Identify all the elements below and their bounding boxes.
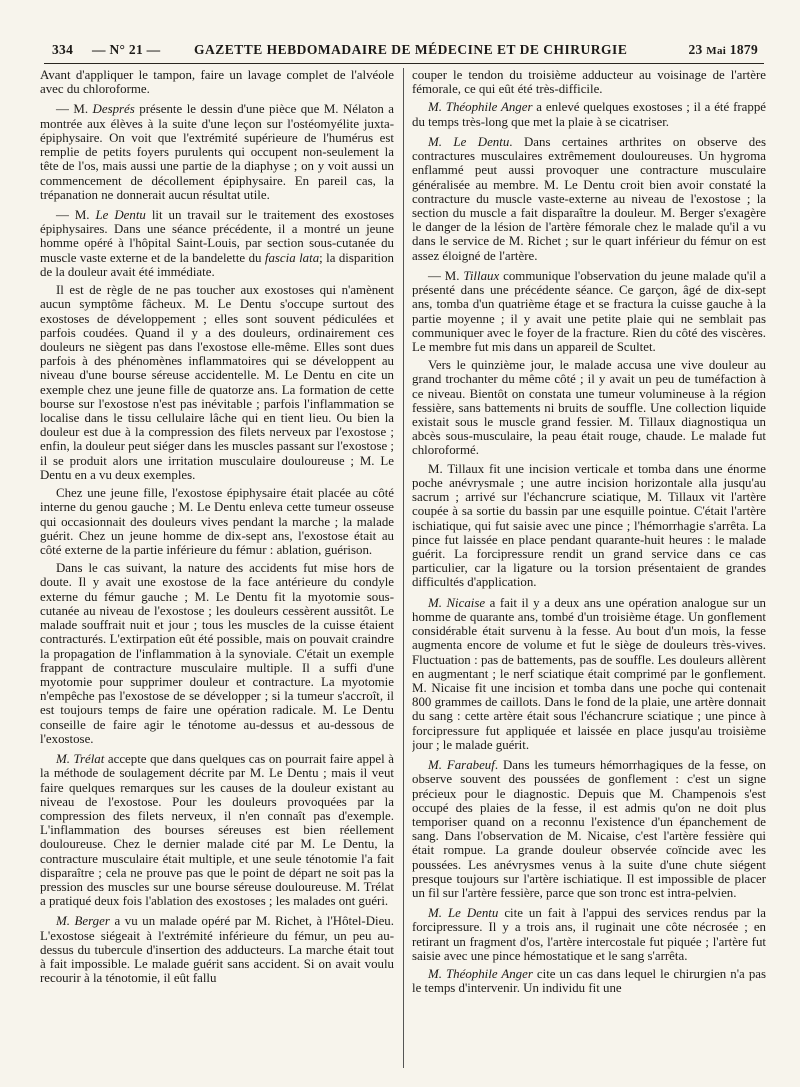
paragraph: Il est de règle de ne pas toucher aux exostoses qui n'amènent aucun symptôme fâcheux. M. Le Dentu s'occupe surtout des exostoses de développement ; elles sont souvent pédiculées et parfois coudées. Quand il y a des douleurs, ordinairement ces douleurs ne siègent pas dans l'exostose elle-même. Elles sont dues parfois à des phénomènes inflammatoires qui se développent au niveau d'une bourse séreuse accidentelle. M. Le Dentu en cite un exemple chez une jeune fille de quatorze ans. La formation de cette bourse sur l'exostose n'est pas inévitable ; parfois l'inflammation se localise dans le tissu cellulaire lâche qui en tient lieu. Ou bien la douleur est due à la compression des filets nerveux par l'exostose ; enfin, la douleur peut siéger dans les muscles passant sur l'exostose ; il se produit alors une irritation musculaire douloureuse ; M. Le Dentu en a vu deux exemples. bbox=[40, 283, 394, 482]
paragraph: M. Tillaux fit une incision verticale et tomba dans une énorme poche anévrysmale ; une autre incision horizontale alla jusqu'au sacrum ; arrivé sur l'échancrure sciatique, M. Tillaux vit l'artère coupée à sa sortie du bassin par une esquille pointue. C'était l'artère ischiatique, qui fut saisie avec une pince ; l'hémorrhagie s'arrêta. La pince fut laissée en place pendant quarante-huit heures : le malade guérit. La forcipressure rendit un grand service dans ce cas particulier, car la ligature ou la torsion présentaient de grandes difficultés d'application. bbox=[412, 461, 766, 590]
paragraph: — M. Després présente le dessin d'une pièce que M. Nélaton a montrée aux élèves à la suite d'une leçon sur l'ostéomyélite juxta-épiphysaire. On voit que l'extrémité supérieure de l'humérus est remplie de petits foyers purulents qui occupent non-seulement la tête de l'os, mais aussi une partie de la diaphyse ; on y voit aussi un commencement de décollement épiphysaire. En pareil cas, la trépanation ne donnerait aucun résultat utile. bbox=[40, 102, 394, 202]
paragraph: M. Trélat accepte que dans quelques cas on pourrait faire appel à la méthode de soulagement décrite par M. Le Dentu ; mais il veut faire quelques remarques sur les causes de la douleur existant au niveau de l'exostose. Pour les douleurs provoquées par la compression des filets nerveux, il n'en connaît pas d'exemple. L'inflammation des bourses séreuses est bien réellement douloureuse. Chez le dernier malade cité par M. Le Dentu, la contracture musculaire était multiple, et une seule ténotomie l'a fait disparaître ; cela ne prouve pas que le point de départ ne soit pas la pression des muscles sur une bourse séreuse douloureuse. M. Trélat a pratiqué deux fois l'ablation des exostoses ; les malades ont guéri. bbox=[40, 752, 394, 909]
paragraph: M. Nicaise a fait il y a deux ans une opération analogue sur un homme de quarante ans, tombé d'un troisième étage. Un gonflement considérable était survenu à la fesse. Au bout d'un mois, la fesse augmenta encore de volume et fut le siège de douleurs très-vives. Fluctuation : pas de battements, pas de souffle. Les douleurs allèrent en augmentant ; le nerf sciatique était comprimé par le gonflement. M. Nicaise fit une incision et tomba dans une poche qui contenait 800 grammes de caillots. Dans le fond de la plaie, une artère donnait du sang : cette artère était sous l'échancrure sciatique ; une pince à forcipressure fut appliquée et laissée en place jusqu'au troisième jour ; le malade guérit. bbox=[412, 595, 766, 752]
column-divider bbox=[403, 68, 404, 1068]
paragraph: M. Théophile Anger cite un cas dans lequel le chirurgien n'a pas le temps d'intervenir. Un individu fit une bbox=[412, 967, 766, 996]
paragraph: — M. Tillaux communique l'observation du jeune malade qu'il a présenté dans une précédente séance. Ce garçon, âgé de dix-sept ans, tomba d'un quatrième étage et se fractura la cuisse gauche à la partie moyenne ; il y avait une petite plaie qui ne semblait pas communiquer avec le foyer de la fracture. Rien du côté des viscères. Le membre fut mis dans un appareil de Scultet. bbox=[412, 268, 766, 354]
page-header bbox=[52, 40, 758, 60]
paragraph: Dans le cas suivant, la nature des accidents fut mise hors de doute. Il y avait une exostose de la face antérieure du condyle externe du fémur gauche ; M. Le Dentu fit la myotomie sous-cutanée au niveau de l'exostose ; les douleurs cessèrent aussitôt. Le malade souffrait nuit et jour ; tous les muscles de la cuisse étaient contracturés. L'extirpation eût été possible, mais on pouvait craindre la propagation de l'inflammation à la synoviale. C'était un exemple frappant de contracture musculaire multiple. Il a suffi d'une myotomie pour supprimer douleur et contracture. La myotomie n'empêche pas l'exostose de se développer ; si la tumeur s'accroît, il est toujours temps de faire une opération radicale. M. Le Dentu conseille de faire agir le ténotome au-dessus et au-dessous de l'exostose. bbox=[40, 561, 394, 746]
paragraph: Avant d'appliquer le tampon, faire un lavage complet de l'alvéole avec du chloroforme. bbox=[40, 68, 394, 97]
paragraph: M. Berger a vu un malade opéré par M. Richet, à l'Hôtel-Dieu. L'exostose siégeait à l'extrémité inférieure du fémur, un peu au-dessus du tubercule d'insertion des adducteurs. La marche était tout à fait impossible. Le malade guérit sans accident. Si on avait voulu recourir à la ténotomie, il eût fallu bbox=[40, 914, 394, 986]
paragraph: — M. Le Dentu lit un travail sur le traitement des exostoses épiphysaires. Dans une séance précédente, il a montré un jeune homme opéré à l'hôpital Saint-Louis, par section sous-cutanée du muscle vaste externe et de la bandelette du fascia lata; la disparition de la douleur avait été immédiate. bbox=[40, 207, 394, 279]
header-rule bbox=[44, 63, 764, 64]
paragraph: M. Le Dentu. Dans certaines arthrites on observe des contractures musculaires extrêmement douloureuses. Un hygroma enflammé peut aussi provoquer une contracture musculaire généralisée au membre. M. Le Dentu croit bien avoir constaté la contracture du muscle vaste-externe au niveau de l'exostose ; la section du muscle a fait disparaître la douleur. M. Berger s'exagère le danger de la lésion de l'artère fémorale chez le malade qu'il a vu dans le service de M. Richet ; sur le quart inférieur du fémur on est assez éloigné de l'artère. bbox=[412, 134, 766, 263]
paragraph: Chez une jeune fille, l'exostose épiphysaire était placée au côté interne du genou gauche ; M. Le Dentu enleva cette tumeur osseuse qui occasionnait des douleurs vives pendant la marche ; la malade guérit. Chez un jeune homme de dix-sept ans, l'exostose était au côté externe de la partie inférieure du fémur : ablation, guérison. bbox=[40, 486, 394, 557]
right-column bbox=[412, 68, 766, 1068]
journal-title: GAZETTE HEBDOMADAIRE DE MÉDECINE ET DE CHIRURGIE bbox=[194, 42, 628, 57]
paragraph: M. Théophile Anger a enlevé quelques exostoses ; il a été frappé du temps très-long que met la plaie à se cicatriser. bbox=[412, 100, 766, 129]
left-column bbox=[40, 68, 394, 1068]
paragraph: couper le tendon du troisième adducteur au voisinage de l'artère fémorale, ce qui eût été très-difficile. bbox=[412, 68, 766, 97]
date-month: Mai bbox=[706, 45, 727, 57]
date-day: 23 bbox=[688, 42, 703, 57]
issue-date bbox=[688, 42, 758, 58]
paragraph: M. Farabeuf. Dans les tumeurs hémorrhagiques de la fesse, on observe souvent des poussées de gonflement : c'est un signe précieux pour le diagnostic. Depuis que M. Champenois s'est occupé des plaies de la fesse, il est admis qu'on ne doit plus temporiser quand on a reconnu l'existence d'un épanchement de sang. Dans l'observation de M. Nicaise, c'est l'artère fessière qui était rompue. La grande douleur observée coïncide avec les poussées. Les anévrysmes venus à la suite d'une chute siégent presque toujours sur l'artère ischiatique. Il est impossible de placer un fil sur l'artère fessière, parce que son tronc est intra-pelvien. bbox=[412, 758, 766, 901]
issue-number: — N° 21 — bbox=[92, 42, 161, 57]
paragraph: M. Le Dentu cite un fait à l'appui des services rendus par la forcipressure. Il y a trois ans, il ruginait une côte nécrosée ; en retirant un fragment d'os, l'artère intercostale fut piquée ; l'artère fut saisie avec une pince hémostatique et le sang s'arrêta. bbox=[412, 906, 766, 963]
paragraph: Vers le quinzième jour, le malade accusa une vive douleur au grand trochanter du même côté ; il y avait un peu de tuméfaction à ce niveau. Bientôt on constata une tumeur volumineuse à la région fessière, sans battements ni bruits de souffle. Une collection liquide existait sous le muscle grand fessier. M. Tillaux diagnostiqua un abcès sous-musculaire, la peau était rouge, chaude. Le malade fut chloroformé. bbox=[412, 358, 766, 458]
date-year: 1879 bbox=[729, 42, 758, 57]
page-number: 334 bbox=[52, 42, 74, 57]
